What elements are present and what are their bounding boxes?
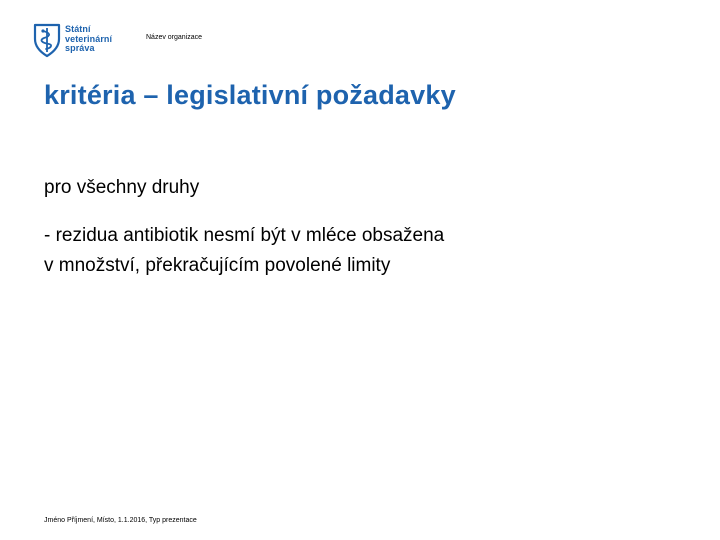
organization-logo bbox=[32, 22, 112, 58]
slide-body bbox=[44, 221, 684, 281]
logo-wordmark bbox=[65, 25, 112, 54]
body-line-2: v množství, překračujícím povolené limity bbox=[44, 255, 391, 276]
organization-name: Název organizace bbox=[146, 34, 203, 41]
slide-footer: Jméno Příjmení, Místo, 1.1.2016, Typ prezentace bbox=[44, 517, 197, 524]
logo-line-1: Státní bbox=[65, 24, 91, 34]
slide-title: kritéria – legislativní požadavky bbox=[44, 80, 456, 110]
logo-line-2: veterinární bbox=[65, 33, 113, 44]
logo-line-3: správa bbox=[65, 43, 95, 53]
body-line-1: - rezidua antibiotik nesmí být v mléce obsažena bbox=[44, 225, 445, 246]
veterinary-shield-icon bbox=[32, 22, 62, 58]
slide-subheading: pro všechny druhy bbox=[44, 177, 200, 198]
